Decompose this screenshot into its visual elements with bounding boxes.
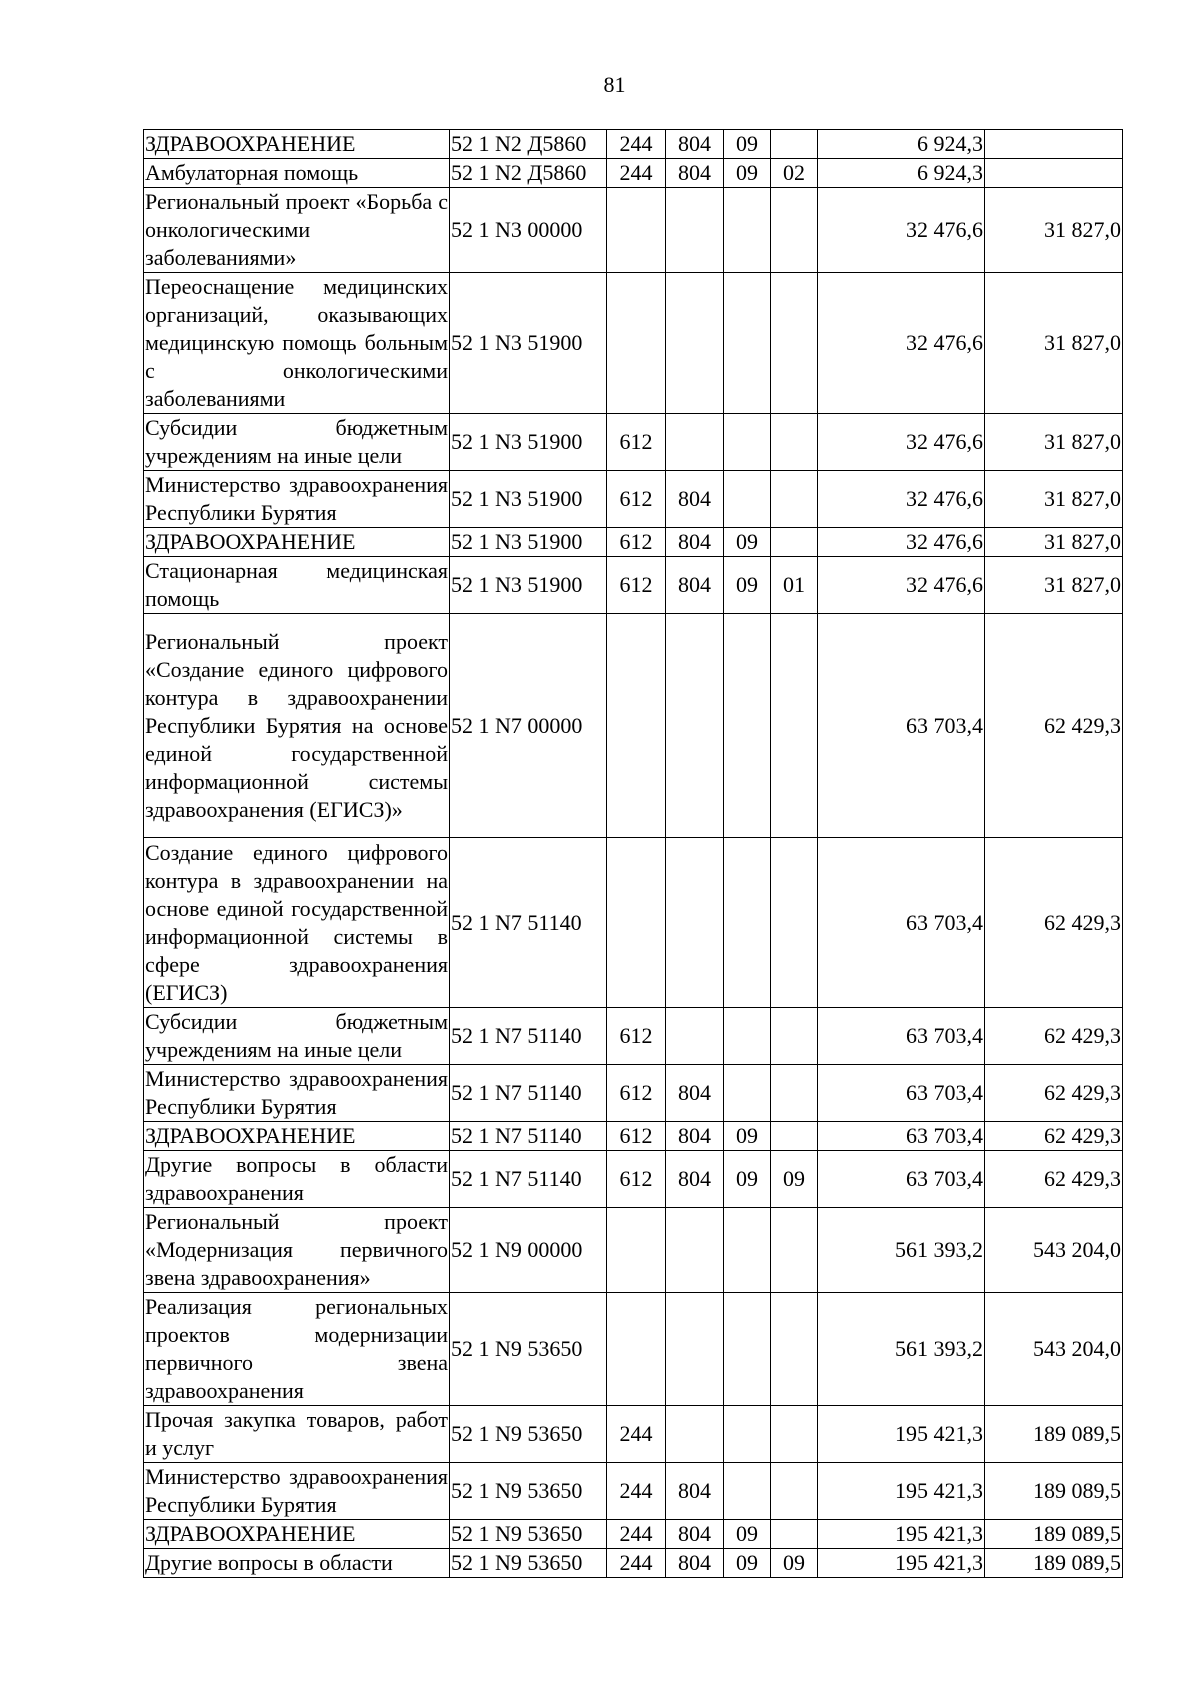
row-sum-2: 31 827,0 xyxy=(985,188,1123,273)
row-grbs: 804 xyxy=(666,159,724,188)
row-vr xyxy=(607,1208,666,1293)
row-rz xyxy=(724,471,771,528)
row-grbs xyxy=(666,1008,724,1065)
row-sum-1: 195 421,3 xyxy=(818,1406,985,1463)
row-sum-1: 561 393,2 xyxy=(818,1293,985,1406)
row-name: Региональный проект «Борьба с онкологическими заболеваниями» xyxy=(144,188,450,273)
row-sum-2: 62 429,3 xyxy=(985,1151,1123,1208)
row-sum-1: 32 476,6 xyxy=(818,471,985,528)
row-vr: 244 xyxy=(607,130,666,159)
row-sum-2: 31 827,0 xyxy=(985,414,1123,471)
row-vr xyxy=(607,1293,666,1406)
row-pr xyxy=(771,273,818,414)
row-grbs xyxy=(666,188,724,273)
row-sum-2: 31 827,0 xyxy=(985,471,1123,528)
row-code: 52 1 N7 00000 xyxy=(450,614,607,838)
row-rz: 09 xyxy=(724,1151,771,1208)
row-sum-1: 32 476,6 xyxy=(818,557,985,614)
row-vr xyxy=(607,614,666,838)
row-pr xyxy=(771,1208,818,1293)
table-row xyxy=(144,557,1123,614)
row-rz: 09 xyxy=(724,1520,771,1549)
row-sum-2: 31 827,0 xyxy=(985,557,1123,614)
row-pr xyxy=(771,838,818,1008)
row-rz xyxy=(724,614,771,838)
row-sum-1: 195 421,3 xyxy=(818,1549,985,1578)
row-vr: 612 xyxy=(607,1065,666,1122)
row-code: 52 1 N7 51140 xyxy=(450,1008,607,1065)
table-row xyxy=(144,1122,1123,1151)
row-name: Амбулаторная помощь xyxy=(144,159,450,188)
table-row xyxy=(144,1549,1123,1578)
row-vr: 612 xyxy=(607,414,666,471)
row-name: Региональный проект «Модернизация первичного звена здравоохранения» xyxy=(144,1208,450,1293)
row-sum-2: 62 429,3 xyxy=(985,1065,1123,1122)
row-vr: 612 xyxy=(607,471,666,528)
table-row xyxy=(144,838,1123,1008)
row-name: Стационарная медицинская помощь xyxy=(144,557,450,614)
row-pr: 09 xyxy=(771,1549,818,1578)
row-sum-2: 543 204,0 xyxy=(985,1208,1123,1293)
row-grbs xyxy=(666,1406,724,1463)
row-code: 52 1 N3 51900 xyxy=(450,471,607,528)
row-sum-2 xyxy=(985,130,1123,159)
row-code: 52 1 N9 53650 xyxy=(450,1520,607,1549)
row-vr: 244 xyxy=(607,1406,666,1463)
row-grbs xyxy=(666,1208,724,1293)
row-pr xyxy=(771,1293,818,1406)
row-sum-1: 6 924,3 xyxy=(818,159,985,188)
table-row xyxy=(144,188,1123,273)
row-vr: 612 xyxy=(607,1122,666,1151)
row-grbs: 804 xyxy=(666,130,724,159)
table-row xyxy=(144,130,1123,159)
row-name: Прочая закупка товаров, работ и услуг xyxy=(144,1406,450,1463)
row-sum-2: 31 827,0 xyxy=(985,273,1123,414)
row-sum-1: 6 924,3 xyxy=(818,130,985,159)
row-name: Создание единого цифрового контура в здравоохранении на основе единой государственной информационной системы в сфере здравоохранения (ЕГИСЗ) xyxy=(144,838,450,1008)
row-name: ЗДРАВООХРАНЕНИЕ xyxy=(144,1122,450,1151)
row-pr xyxy=(771,1406,818,1463)
row-sum-2: 62 429,3 xyxy=(985,614,1123,838)
row-name: Министерство здравоохранения Республики Бурятия xyxy=(144,1463,450,1520)
row-pr xyxy=(771,1463,818,1520)
table-row xyxy=(144,1293,1123,1406)
row-sum-1: 63 703,4 xyxy=(818,1151,985,1208)
row-name: Министерство здравоохранения Республики Бурятия xyxy=(144,471,450,528)
row-pr xyxy=(771,188,818,273)
row-code: 52 1 N9 53650 xyxy=(450,1549,607,1578)
row-pr xyxy=(771,1122,818,1151)
row-pr xyxy=(771,130,818,159)
row-vr: 612 xyxy=(607,528,666,557)
row-name: Субсидии бюджетным учреждениям на иные цели xyxy=(144,1008,450,1065)
row-sum-1: 195 421,3 xyxy=(818,1520,985,1549)
row-pr: 02 xyxy=(771,159,818,188)
row-sum-2: 189 089,5 xyxy=(985,1406,1123,1463)
row-rz xyxy=(724,273,771,414)
row-pr xyxy=(771,414,818,471)
row-sum-1: 32 476,6 xyxy=(818,414,985,471)
row-name: ЗДРАВООХРАНЕНИЕ xyxy=(144,1520,450,1549)
table-row xyxy=(144,1463,1123,1520)
row-sum-2: 189 089,5 xyxy=(985,1520,1123,1549)
table-row xyxy=(144,273,1123,414)
row-pr xyxy=(771,1520,818,1549)
row-rz xyxy=(724,1065,771,1122)
row-rz xyxy=(724,414,771,471)
row-name: Переоснащение медицинских организаций, оказывающих медицинскую помощь больным с онкологическими заболеваниями xyxy=(144,273,450,414)
row-name: Другие вопросы в области здравоохранения xyxy=(144,1151,450,1208)
row-sum-1: 32 476,6 xyxy=(818,528,985,557)
row-vr xyxy=(607,838,666,1008)
row-vr: 244 xyxy=(607,159,666,188)
row-grbs: 804 xyxy=(666,1549,724,1578)
row-grbs: 804 xyxy=(666,1065,724,1122)
row-sum-2: 543 204,0 xyxy=(985,1293,1123,1406)
table-row xyxy=(144,528,1123,557)
table-row xyxy=(144,1065,1123,1122)
row-code: 52 1 N7 51140 xyxy=(450,1065,607,1122)
row-vr: 612 xyxy=(607,1151,666,1208)
row-vr: 244 xyxy=(607,1463,666,1520)
row-sum-2: 31 827,0 xyxy=(985,528,1123,557)
row-grbs xyxy=(666,414,724,471)
row-sum-1: 63 703,4 xyxy=(818,1008,985,1065)
row-name: ЗДРАВООХРАНЕНИЕ xyxy=(144,130,450,159)
page-number: 81 xyxy=(603,72,626,97)
row-code: 52 1 N3 51900 xyxy=(450,414,607,471)
budget-table xyxy=(143,129,1123,1578)
table-row xyxy=(144,1151,1123,1208)
row-rz: 09 xyxy=(724,1122,771,1151)
row-sum-1: 63 703,4 xyxy=(818,838,985,1008)
row-vr xyxy=(607,273,666,414)
row-rz xyxy=(724,1406,771,1463)
row-pr: 01 xyxy=(771,557,818,614)
row-grbs: 804 xyxy=(666,1151,724,1208)
row-code: 52 1 N3 00000 xyxy=(450,188,607,273)
row-sum-1: 32 476,6 xyxy=(818,188,985,273)
row-name: Субсидии бюджетным учреждениям на иные цели xyxy=(144,414,450,471)
row-pr xyxy=(771,471,818,528)
row-sum-2: 62 429,3 xyxy=(985,1008,1123,1065)
row-grbs: 804 xyxy=(666,471,724,528)
table-row xyxy=(144,1520,1123,1549)
row-code: 52 1 N7 51140 xyxy=(450,1151,607,1208)
row-rz: 09 xyxy=(724,1549,771,1578)
row-vr: 612 xyxy=(607,1008,666,1065)
row-code: 52 1 N2 Д5860 xyxy=(450,159,607,188)
row-name: Реализация региональных проектов модернизации первичного звена здравоохранения xyxy=(144,1293,450,1406)
table-row xyxy=(144,1208,1123,1293)
row-code: 52 1 N9 53650 xyxy=(450,1463,607,1520)
row-grbs: 804 xyxy=(666,557,724,614)
row-code: 52 1 N9 53650 xyxy=(450,1406,607,1463)
table-row xyxy=(144,1008,1123,1065)
row-rz xyxy=(724,838,771,1008)
row-name: Региональный проект «Создание единого цифрового контура в здравоохранении Республики Бурятия на основе единой государственной информационной системы здравоохранения (ЕГИСЗ)» xyxy=(144,614,450,838)
row-grbs xyxy=(666,1293,724,1406)
table-row xyxy=(144,614,1123,838)
row-code: 52 1 N9 53650 xyxy=(450,1293,607,1406)
table-body xyxy=(144,130,1123,1578)
table-row xyxy=(144,1406,1123,1463)
row-sum-1: 32 476,6 xyxy=(818,273,985,414)
row-rz xyxy=(724,1008,771,1065)
row-pr xyxy=(771,528,818,557)
table-row xyxy=(144,471,1123,528)
row-grbs xyxy=(666,614,724,838)
row-grbs: 804 xyxy=(666,1520,724,1549)
row-code: 52 1 N7 51140 xyxy=(450,1122,607,1151)
row-code: 52 1 N7 51140 xyxy=(450,838,607,1008)
row-grbs xyxy=(666,273,724,414)
row-sum-1: 195 421,3 xyxy=(818,1463,985,1520)
row-sum-1: 63 703,4 xyxy=(818,1122,985,1151)
row-grbs: 804 xyxy=(666,1463,724,1520)
row-grbs: 804 xyxy=(666,528,724,557)
row-pr: 09 xyxy=(771,1151,818,1208)
row-rz: 09 xyxy=(724,557,771,614)
row-name: Министерство здравоохранения Республики Бурятия xyxy=(144,1065,450,1122)
table-row xyxy=(144,414,1123,471)
row-rz xyxy=(724,1208,771,1293)
row-grbs: 804 xyxy=(666,1122,724,1151)
row-sum-1: 63 703,4 xyxy=(818,614,985,838)
row-grbs xyxy=(666,838,724,1008)
row-sum-2: 62 429,3 xyxy=(985,1122,1123,1151)
row-vr: 244 xyxy=(607,1549,666,1578)
row-rz: 09 xyxy=(724,159,771,188)
row-rz xyxy=(724,188,771,273)
row-code: 52 1 N3 51900 xyxy=(450,528,607,557)
row-code: 52 1 N3 51900 xyxy=(450,273,607,414)
row-vr: 244 xyxy=(607,1520,666,1549)
row-vr: 612 xyxy=(607,557,666,614)
row-rz xyxy=(724,1293,771,1406)
row-code: 52 1 N9 00000 xyxy=(450,1208,607,1293)
row-pr xyxy=(771,1008,818,1065)
row-code: 52 1 N2 Д5860 xyxy=(450,130,607,159)
row-sum-1: 561 393,2 xyxy=(818,1208,985,1293)
row-sum-2: 189 089,5 xyxy=(985,1463,1123,1520)
row-vr xyxy=(607,188,666,273)
table-row xyxy=(144,159,1123,188)
row-rz: 09 xyxy=(724,130,771,159)
row-code: 52 1 N3 51900 xyxy=(450,557,607,614)
row-sum-2: 62 429,3 xyxy=(985,838,1123,1008)
row-name: ЗДРАВООХРАНЕНИЕ xyxy=(144,528,450,557)
row-sum-2: 189 089,5 xyxy=(985,1549,1123,1578)
row-pr xyxy=(771,1065,818,1122)
row-sum-1: 63 703,4 xyxy=(818,1065,985,1122)
row-rz: 09 xyxy=(724,528,771,557)
row-rz xyxy=(724,1463,771,1520)
row-pr xyxy=(771,614,818,838)
row-name: Другие вопросы в области xyxy=(144,1549,450,1578)
row-sum-2 xyxy=(985,159,1123,188)
